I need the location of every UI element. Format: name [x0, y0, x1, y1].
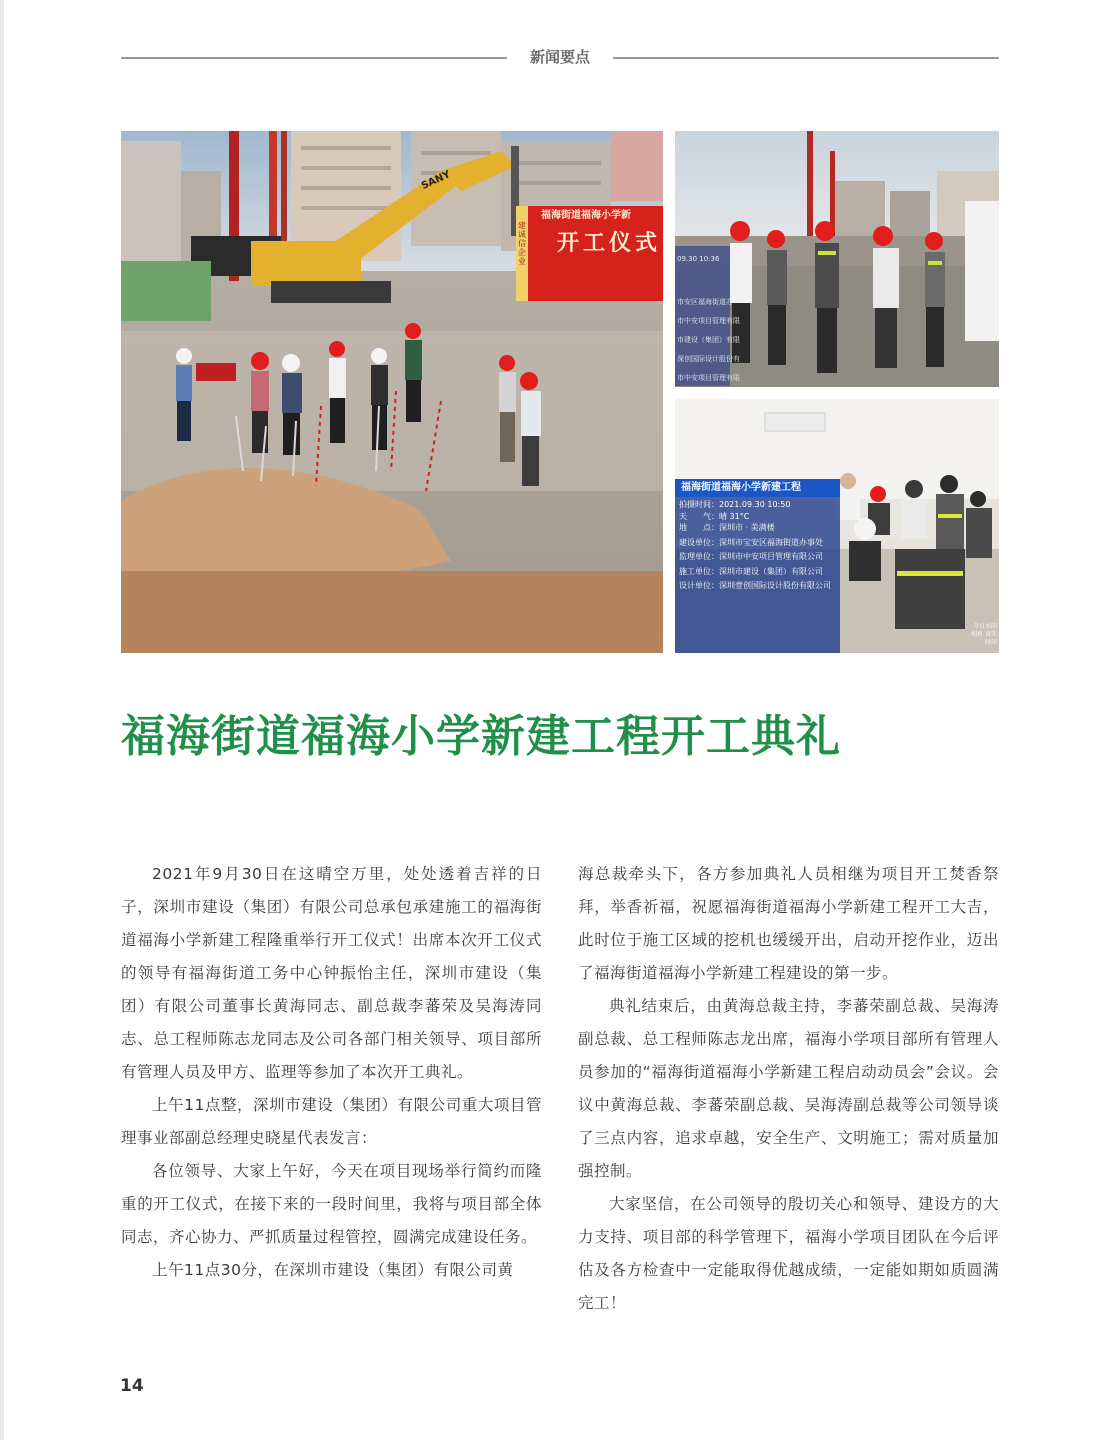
watermark-card-row	[679, 537, 839, 549]
paragraph-continued: 海总裁牵头下，各方参加典礼人员相继为项目开工焚香祭拜，举香祈福，祝愿福海街道福海小学新建工程开工大吉，此时位于施工区域的挖机也缓缓开出，启动开挖作业，迈出了福海街道福海小学新建工程建设的第一步。	[578, 865, 999, 982]
watermark-card-row	[679, 522, 839, 534]
row-label: 施工单位：	[679, 566, 719, 576]
row-label: 监理单位：	[679, 552, 719, 561]
paragraph: 典礼结束后，由黄海总裁主持，李蕃荣副总裁、吴海涛副总裁、总工程师陈志龙出席，福海小学项目部所有管理人员参加的“福海街道福海小学新建工程启动动员会”会议。会议中黄海总裁、李蕃荣副总裁、吴海涛副总裁等公司领导谈了三点内容，追求卓越，安全生产、文明施工；需对质量加强控制。	[578, 997, 999, 1180]
watermark-card-row	[679, 511, 839, 523]
article-title: 福海街道福海小学新建工程开工典礼	[121, 711, 841, 762]
page-number: 14	[120, 1376, 144, 1396]
header-rule-right	[613, 57, 999, 59]
watermark-rows	[677, 293, 740, 387]
paragraph: 大家坚信，在公司领导的殷切关心和领导、建设方的大力支持、项目部的科学管理下，福海小学项目团队在今后评估及各方检查中一定能取得优越成绩，一定能如期如质圆满完工！	[578, 1195, 999, 1312]
watermark-row: 市安区福海街道办	[677, 298, 733, 306]
watermark-card-title: 福海街道福海小学新建工程	[681, 482, 801, 493]
article-column-right	[578, 858, 999, 1320]
banner-title: 福海街道福海小学新	[541, 210, 631, 221]
watermark-card-row	[679, 566, 839, 578]
photo-kickoff-meeting	[675, 399, 999, 653]
row-value: 2021.09.30 10:50	[719, 500, 791, 509]
watermark-card-row	[679, 499, 839, 511]
photo-groundbreaking	[121, 131, 663, 653]
row-value: 晴 31°C	[719, 511, 750, 521]
watermark-card-row	[679, 551, 839, 563]
banner-side: 建诚信企业	[518, 221, 526, 266]
header-rule-left	[121, 57, 507, 59]
watermark-row: 市中安项目管理有限	[677, 317, 740, 325]
row-label: 设计单位：	[679, 581, 719, 590]
paragraph: 各位领导、大家上午好，今天在项目现场举行简约而隆重的开工仪式，在接下来的一段时间里，我将与项目部全体同志，齐心协力、严抓质量过程管控，圆满完成建设任务。	[121, 1162, 542, 1246]
paragraph: 上午11点整，深圳市建设（集团）有限公司重大项目管理事业部副总经理史晓星代表发言：	[121, 1096, 542, 1147]
watermark-row: 深创国际设计股份有	[677, 355, 740, 363]
page-header	[121, 44, 999, 72]
paragraph: 上午11点30分，在深圳市建设（集团）有限公司黄	[152, 1261, 514, 1279]
row-value: 深圳市宝安区福海街道办事处	[719, 537, 823, 547]
photo-timestamp: 09.30 10:36	[677, 255, 720, 263]
row-value: 深圳市建设（集团）有限公司	[719, 566, 823, 576]
excavator-brand: SANY	[419, 169, 453, 192]
row-value: 深圳市 · 美满楼	[719, 523, 775, 532]
row-label: 地 点：	[679, 523, 719, 532]
watermark-card-rows	[679, 499, 839, 592]
row-value: 深圳市中安项目管理有限公司	[719, 552, 823, 561]
row-label: 天 气：	[679, 511, 719, 521]
section-label: 新闻要点	[529, 48, 590, 66]
watermark-row: 市中安项目管理有限	[677, 374, 740, 382]
photo-site-meeting	[675, 131, 999, 387]
row-label: 建设单位：	[679, 537, 719, 547]
article-column-left	[121, 858, 542, 1287]
paragraph: 2021年9月30日在这晴空万里，处处透着吉祥的日子，深圳市建设（集团）有限公司总承包承建施工的福海街道福海小学新建工程隆重举行开工仪式！出席本次开工仪式的领导有福海街道工务中心钟振怡主任，深圳市建设（集团）有限公司董事长黄海同志、副总裁李蕃荣及吴海涛同志、总工程师陈志龙同志及公司各部门相关领导、项目部所有管理人员及甲方、监理等参加了本次开工典礼。	[121, 865, 542, 1081]
banner-main: 开工仪式	[557, 231, 662, 256]
watermark-card-row	[679, 580, 839, 592]
watermark-corner: 今日水印 相机 真实时间	[971, 623, 997, 646]
row-label: 拍摄时间：	[679, 500, 719, 509]
watermark-row: 市建设（集团）有限	[677, 336, 740, 344]
page-edge	[0, 0, 4, 1440]
row-value: 深圳壹创国际设计股份有限公司	[719, 581, 831, 590]
